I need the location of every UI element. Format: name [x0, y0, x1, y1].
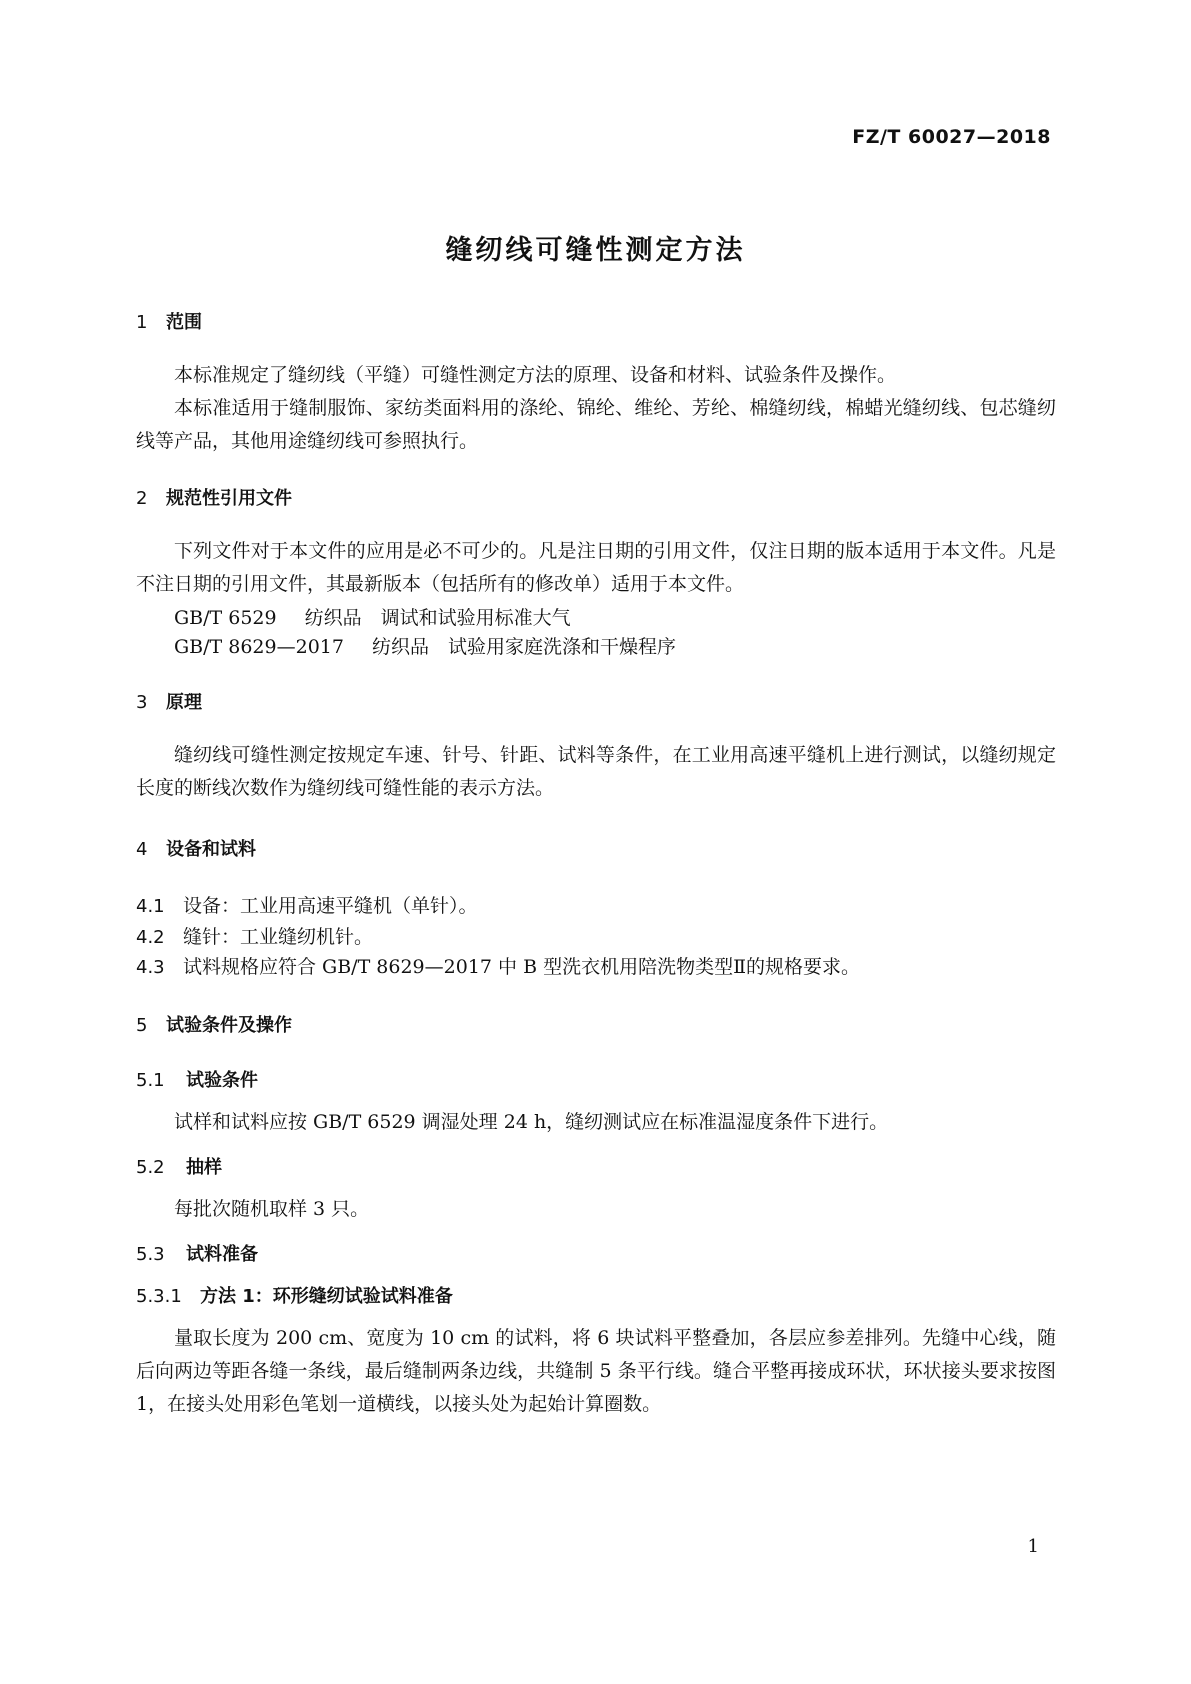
section-number: 5	[136, 1015, 148, 1036]
section-title: 原理	[166, 692, 202, 713]
section-1-paragraph-1: 本标准规定了缝纫线（平缝）可缝性测定方法的原理、设备和材料、试验条件及操作。	[174, 364, 897, 386]
normative-reference-1	[174, 603, 571, 630]
page-number: 1	[1027, 1536, 1039, 1557]
clause-4-2	[136, 922, 373, 949]
reference-code: GB/T 6529	[174, 607, 277, 629]
subsection-number: 5.3	[136, 1244, 165, 1265]
subsection-5-3-1-heading	[136, 1282, 453, 1308]
section-5-heading	[136, 1011, 292, 1037]
reference-code: GB/T 8629—2017	[174, 636, 344, 658]
section-title: 范围	[166, 312, 202, 333]
section-1-paragraph-2: 本标准适用于缝制服饰、家纺类面料用的涤纶、锦纶、维纶、芳纶、棉缝纫线，棉蜡光缝纫线、包芯缝纫线等产品，其他用途缝纫线可参照执行。	[136, 397, 1056, 452]
subsection-5-2-text: 每批次随机取样 3 只。	[174, 1198, 370, 1220]
subsection-number: 5.1	[136, 1070, 165, 1091]
document-title: 缝纫线可缝性测定方法	[445, 235, 746, 266]
section-3-heading	[136, 688, 202, 714]
clause-number: 4.2	[136, 927, 165, 948]
clause-number: 4.1	[136, 896, 165, 917]
section-title: 设备和试料	[166, 839, 256, 860]
subsection-number: 5.3.1	[136, 1286, 182, 1307]
clause-number: 4.3	[136, 957, 165, 978]
subsection-number: 5.2	[136, 1157, 165, 1178]
subsection-5-2-heading	[136, 1153, 222, 1179]
section-4-heading	[136, 835, 256, 861]
subsection-title: 试验条件	[186, 1070, 258, 1091]
section-3-paragraph-1: 缝纫线可缝性测定按规定车速、针号、针距、试料等条件，在工业用高速平缝机上进行测试，以缝纫规定长度的断线次数作为缝纫线可缝性能的表示方法。	[136, 744, 1056, 799]
subsection-5-3-heading	[136, 1240, 258, 1266]
subsection-title: 试料准备	[186, 1244, 258, 1265]
section-1-heading	[136, 308, 202, 334]
section-number: 1	[136, 312, 148, 333]
clause-text: 试料规格应符合 GB/T 8629—2017 中 B 型洗衣机用陪洗物类型Ⅱ的规格要求。	[183, 956, 860, 978]
section-2-paragraph-1: 下列文件对于本文件的应用是必不可少的。凡是注日期的引用文件，仅注日期的版本适用于本文件。凡是不注日期的引用文件，其最新版本（包括所有的修改单）适用于本文件。	[136, 540, 1056, 595]
subsection-title: 方法 1：环形缝纫试验试料准备	[200, 1286, 453, 1307]
subsection-5-3-1-paragraph: 量取长度为 200 cm、宽度为 10 cm 的试料，将 6 块试料平整叠加，各层应参差排列。先缝中心线，随后向两边等距各缝一条线，最后缝制两条边线，共缝制 5 条平行线。缝合平整再接成环状，环状接头要求按图 1，在接头处用彩色笔划一道横线，以接头处为起始计算圈数。	[136, 1327, 1056, 1415]
reference-title: 纺织品 调试和试验用标准大气	[304, 607, 571, 629]
standard-number: FZ/T 60027—2018	[852, 126, 1051, 148]
subsection-title: 抽样	[186, 1157, 222, 1178]
subsection-5-1-text: 试样和试料应按 GB/T 6529 调湿处理 24 h，缝纫测试应在标准温湿度条件下进行。	[174, 1111, 889, 1133]
clause-text: 缝针：工业缝纫机针。	[183, 926, 374, 948]
normative-reference-2	[174, 632, 676, 659]
section-number: 4	[136, 839, 148, 860]
section-number: 2	[136, 488, 148, 509]
clause-4-3	[136, 952, 860, 979]
clause-text: 设备：工业用高速平缝机（单针）。	[183, 895, 478, 917]
section-number: 3	[136, 692, 148, 713]
reference-title: 纺织品 试验用家庭洗涤和干燥程序	[371, 636, 676, 658]
subsection-5-1-heading	[136, 1066, 258, 1092]
clause-4-1	[136, 891, 478, 918]
section-2-heading	[136, 484, 292, 510]
section-title: 试验条件及操作	[166, 1015, 292, 1036]
section-title: 规范性引用文件	[166, 488, 292, 509]
